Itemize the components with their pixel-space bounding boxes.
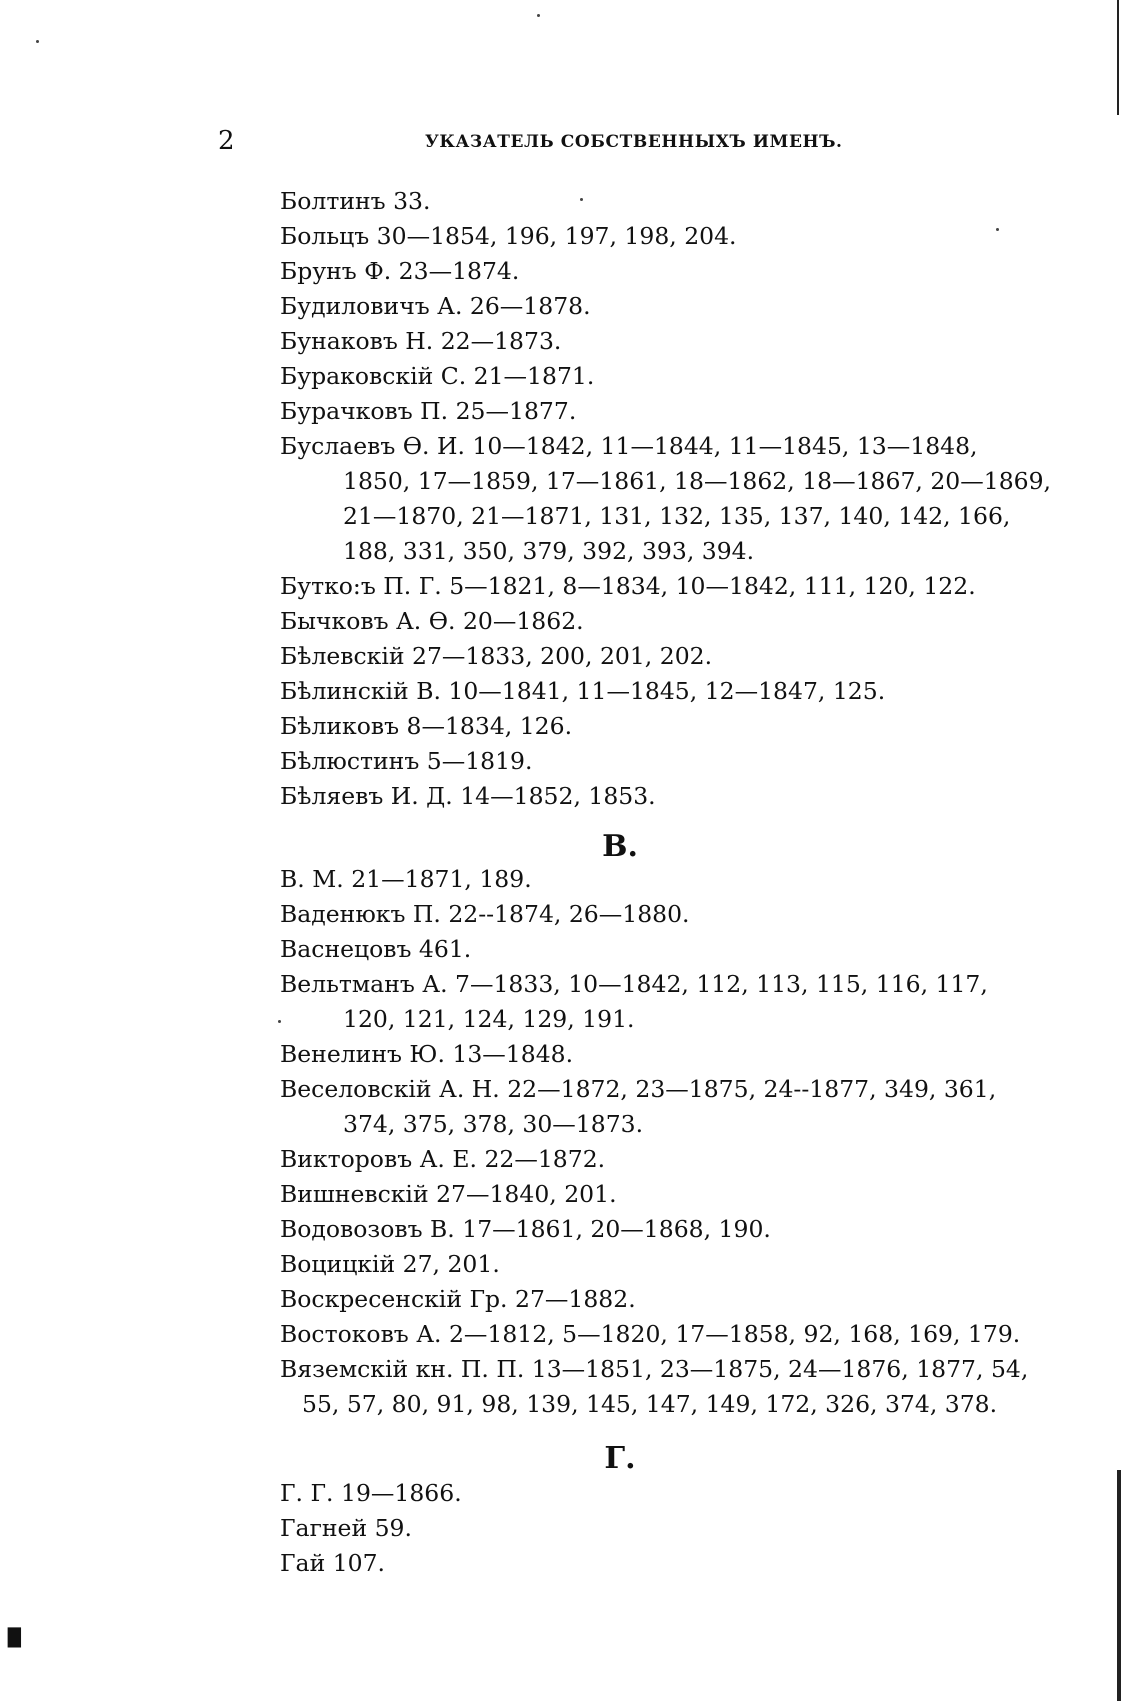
scan-speck [278, 1020, 281, 1023]
index-entry [280, 1476, 1080, 1511]
index-entry [280, 897, 1080, 932]
index-section-v [280, 829, 1080, 1422]
entry-line-continuation: 188, 331, 350, 379, 392, 393, 394. [343, 537, 755, 565]
entry-line: Бѣлевскій 27—1833, 200, 201, 202. [280, 642, 713, 670]
index-entry [280, 709, 1080, 744]
entry-line-continuation: 55, 57, 80, 91, 98, 139, 145, 147, 149, 172, 326, 374, 378. [302, 1390, 998, 1418]
index-entry [280, 1247, 1080, 1282]
scan-speck [580, 198, 583, 201]
entry-line: Бутко:ъ П. Г. 5—1821, 8—1834, 10—1842, 111, 120, 122. [280, 572, 976, 600]
entry-line: Вельтманъ А. 7—1833, 10—1842, 112, 113, 115, 116, 117, [280, 970, 988, 998]
running-title: УКАЗАТЕЛЬ СОБСТВЕННЫХЪ ИМЕНЪ. [425, 132, 843, 152]
entry-line: Бураковскій С. 21—1871. [280, 362, 595, 390]
index-entry [280, 394, 1080, 429]
entry-line: Водовозовъ В. 17—1861, 20—1868, 190. [280, 1215, 771, 1243]
entry-line: Венелинъ Ю. 13—1848. [280, 1040, 574, 1068]
index-entry [280, 1212, 1080, 1247]
entry-line: Вяземскій кн. П. П. 13—1851, 23—1875, 24—1876, 1877, 54, [280, 1355, 1029, 1383]
scan-speck [537, 14, 540, 17]
entry-line: Бѣляевъ И. Д. 14—1852, 1853. [280, 782, 656, 810]
entry-line: Вишневскій 27—1840, 201. [280, 1180, 617, 1208]
entry-line: Васнецовъ 461. [280, 935, 472, 963]
entry-line: Будиловичъ А. 26—1878. [280, 292, 591, 320]
index-entry [280, 254, 1080, 289]
name-index [280, 184, 1080, 1581]
page-number: 2 [218, 126, 235, 156]
entry-line: Гай 107. [280, 1549, 386, 1577]
scan-speck [36, 40, 39, 43]
index-entry [280, 779, 1080, 814]
index-entry [280, 429, 1080, 569]
scan-speck [996, 228, 999, 231]
index-entry [280, 324, 1080, 359]
index-entry [280, 1546, 1080, 1581]
index-entry [280, 1072, 1080, 1142]
scan-edge-rule [1117, 1470, 1121, 1701]
index-entry [280, 219, 1080, 254]
entry-line-continuation: 1850, 17—1859, 17—1861, 18—1862, 18—1867, 20—1869, [343, 467, 1052, 495]
entry-line: Ваденюкъ П. 22--1874, 26—1880. [280, 900, 690, 928]
index-entry [280, 289, 1080, 324]
index-section-b [280, 184, 1080, 814]
index-entry [280, 639, 1080, 674]
entry-line: Брунъ Ф. 23—1874. [280, 257, 520, 285]
index-entry [280, 359, 1080, 394]
index-entry [280, 744, 1080, 779]
entry-line: Болтинъ 33. [280, 187, 431, 215]
index-entry [280, 967, 1080, 1037]
section-letter-heading: Г. [604, 1441, 636, 1476]
entry-line: Бѣликовъ 8—1834, 126. [280, 712, 573, 740]
entry-line: Буслаевъ Ѳ. И. 10—1842, 11—1844, 11—1845, 13—1848, [280, 432, 978, 460]
entry-line: Викторовъ А. Е. 22—1872. [280, 1145, 606, 1173]
entry-line: Больцъ 30—1854, 196, 197, 198, 204. [280, 222, 737, 250]
entry-line: Гагней 59. [280, 1514, 412, 1542]
entry-line-continuation: 21—1870, 21—1871, 131, 132, 135, 137, 140, 142, 166, [343, 502, 1011, 530]
index-entry [280, 1317, 1080, 1352]
scan-edge-rule [1117, 0, 1119, 115]
index-entry [280, 1037, 1080, 1072]
index-entry [280, 1282, 1080, 1317]
entry-line: В. М. 21—1871, 189. [280, 865, 532, 893]
index-entry [280, 1177, 1080, 1212]
entry-line: Г. Г. 19—1866. [280, 1479, 462, 1507]
entry-line: Воскресенскій Гр. 27—1882. [280, 1285, 636, 1313]
index-entry [280, 932, 1080, 967]
index-entry [280, 1142, 1080, 1177]
scan-edge-mark: ▖ [8, 1608, 35, 1648]
index-entry [280, 674, 1080, 709]
entry-line: Бунаковъ Н. 22—1873. [280, 327, 562, 355]
index-entry [280, 1352, 1080, 1422]
section-letter-heading: В. [602, 829, 638, 864]
entry-line: Бѣлюстинъ 5—1819. [280, 747, 533, 775]
entry-line: Бычковъ А. Ѳ. 20—1862. [280, 607, 584, 635]
entry-line-continuation: 120, 121, 124, 129, 191. [343, 1005, 635, 1033]
index-entry [280, 604, 1080, 639]
index-entry [280, 862, 1080, 897]
index-entry [280, 1511, 1080, 1546]
entry-line-continuation: 374, 375, 378, 30—1873. [343, 1110, 644, 1138]
entry-line: Бурачковъ П. 25—1877. [280, 397, 577, 425]
index-entry [280, 569, 1080, 604]
entry-line: Веселовскій А. Н. 22—1872, 23—1875, 24--1877, 349, 361, [280, 1075, 997, 1103]
entry-line: Воцицкій 27, 201. [280, 1250, 500, 1278]
index-entry [280, 184, 1080, 219]
entry-line: Бѣлинскій В. 10—1841, 11—1845, 12—1847, 125. [280, 677, 886, 705]
entry-line: Востоковъ А. 2—1812, 5—1820, 17—1858, 92, 168, 169, 179. [280, 1320, 1021, 1348]
index-section-g [280, 1441, 1080, 1581]
